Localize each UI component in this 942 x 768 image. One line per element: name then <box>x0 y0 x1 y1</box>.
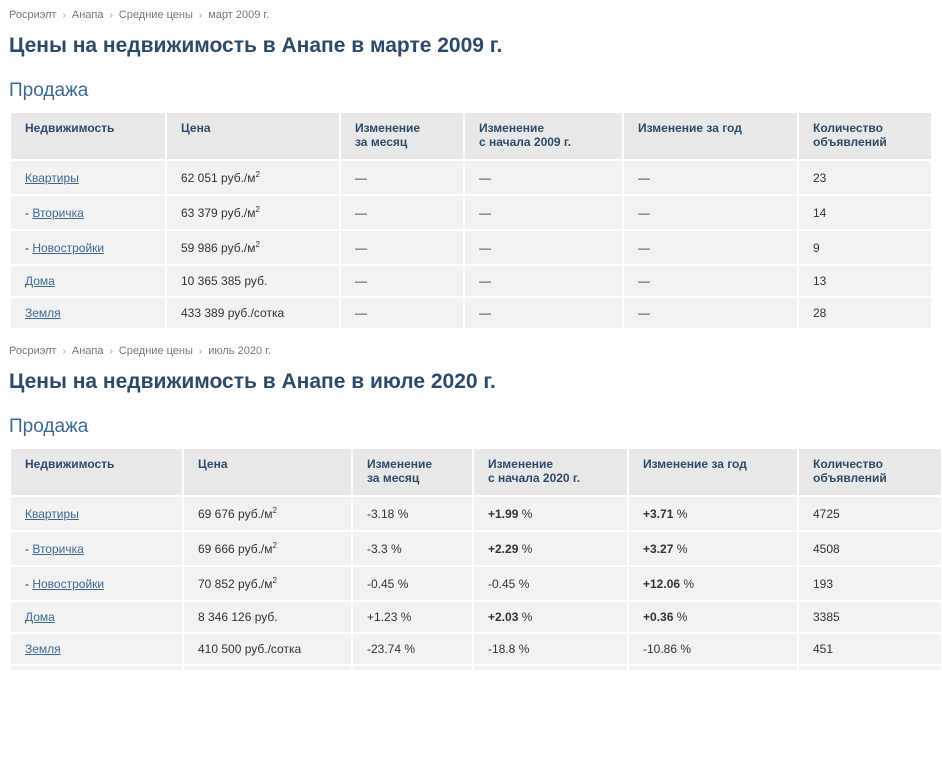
cell-type <box>11 602 182 632</box>
table-row <box>11 266 931 296</box>
change-value: +12.06 <box>643 576 681 591</box>
breadcrumb-item-current: июль 2020 г. <box>208 345 271 357</box>
link-houses[interactable]: Дома <box>25 610 55 624</box>
percent-sign: % <box>515 642 530 656</box>
percent-sign: % <box>518 541 533 556</box>
breadcrumb-item-current: март 2009 г. <box>208 9 270 21</box>
header-line-2: с начала 2020 г. <box>488 471 581 485</box>
cell-ytd-change: — <box>465 298 622 328</box>
percent-sign: % <box>394 576 409 591</box>
chevron-right-icon: › <box>62 10 66 21</box>
price-value: 410 500 руб./сотка <box>198 642 302 656</box>
price-unit-sup: 2 <box>272 505 277 515</box>
cell-price <box>184 567 351 600</box>
cell-count: 23 <box>799 161 931 194</box>
section-title-sale: Продажа <box>9 416 89 437</box>
percent-sign: % <box>673 506 688 521</box>
cell-month-change: — <box>341 196 463 229</box>
price-value: 69 676 руб./м <box>198 506 273 521</box>
header-line-1: Изменение <box>488 457 554 471</box>
row-prefix: - <box>25 576 33 591</box>
cell-type <box>11 298 165 328</box>
cell-count: 451 <box>799 634 941 664</box>
row-prefix: - <box>25 541 33 556</box>
column-header-month-change <box>353 449 472 495</box>
header-line-1: Изменение <box>355 121 421 135</box>
price-unit-sup: 2 <box>255 204 260 214</box>
chevron-right-icon: › <box>109 346 113 357</box>
price-value: 433 389 руб./сотка <box>181 306 285 320</box>
price-unit-sup: 2 <box>255 169 260 179</box>
page-title: Цены на недвижимость в Анапе в марте 2009 г. <box>9 34 503 57</box>
chevron-right-icon: › <box>198 346 203 357</box>
cell-ytd-change <box>474 602 627 632</box>
spacer-cell <box>353 666 472 670</box>
cell-type <box>11 196 165 229</box>
change-value: -23.74 <box>367 642 402 656</box>
cell-count: 9 <box>799 231 931 264</box>
link-secondary[interactable]: Вторичка <box>32 541 84 556</box>
percent-sign: % <box>673 610 688 624</box>
breadcrumb-item-city[interactable]: Анапа <box>71 345 104 357</box>
link-new-buildings[interactable]: Новостройки <box>32 576 105 591</box>
change-value: -3.18 <box>367 506 395 521</box>
price-value: 10 365 385 руб. <box>181 274 268 288</box>
header-line-1: Изменение <box>367 457 433 471</box>
price-unit-sup: 2 <box>272 540 277 550</box>
section-title-sale: Продажа <box>9 80 89 101</box>
table-row <box>11 161 931 194</box>
percent-sign: % <box>387 541 402 556</box>
cell-ytd-change: — <box>465 196 622 229</box>
change-value: +3.27 <box>643 541 674 556</box>
cell-ytd-change <box>474 532 627 565</box>
cell-type <box>11 634 182 664</box>
column-header-month-change <box>341 113 463 159</box>
table-row <box>11 532 941 565</box>
chevron-right-icon: › <box>198 10 203 21</box>
cell-price <box>167 266 339 296</box>
cell-price <box>167 196 339 229</box>
cell-price <box>167 161 339 194</box>
link-land[interactable]: Земля <box>25 306 61 320</box>
breadcrumb-item-home[interactable]: Росриэлт <box>9 9 57 21</box>
price-table <box>9 447 942 672</box>
cell-month-change <box>353 567 472 600</box>
cell-count: 28 <box>799 298 931 328</box>
header-line-2: объявлений <box>813 471 887 485</box>
cell-price <box>184 532 351 565</box>
cell-price <box>167 231 339 264</box>
table-row <box>11 231 931 264</box>
row-prefix: - <box>25 205 33 220</box>
cell-ytd-change <box>474 567 627 600</box>
table-header-row <box>11 113 931 159</box>
column-header-count <box>799 449 941 495</box>
breadcrumb-item-prices[interactable]: Средние цены <box>118 345 193 357</box>
row-prefix: - <box>25 240 33 255</box>
change-value: -0.45 <box>488 576 516 591</box>
breadcrumb-item-city[interactable]: Анапа <box>71 9 104 21</box>
change-value: -0.45 <box>367 576 395 591</box>
cell-type <box>11 231 165 264</box>
price-table <box>9 111 933 330</box>
cell-month-change <box>353 532 472 565</box>
price-unit-sup: 2 <box>272 575 277 585</box>
price-unit-sup: 2 <box>255 239 260 249</box>
cell-price <box>184 634 351 664</box>
price-value: 63 379 руб./м <box>181 205 256 220</box>
link-apartments[interactable]: Квартиры <box>25 170 79 185</box>
change-value: +1.99 <box>488 506 519 521</box>
percent-sign: % <box>515 576 530 591</box>
percent-sign: % <box>397 610 412 624</box>
link-apartments[interactable]: Квартиры <box>25 506 79 521</box>
chevron-right-icon: › <box>109 10 113 21</box>
cell-price <box>184 602 351 632</box>
cell-type <box>11 497 182 530</box>
cell-type <box>11 532 182 565</box>
column-header-year-change: Изменение за год <box>624 113 797 159</box>
cell-year-change <box>629 497 797 530</box>
table-row-spacer <box>11 666 941 670</box>
change-value: +2.03 <box>488 610 519 624</box>
cell-count: 13 <box>799 266 931 296</box>
percent-sign: % <box>677 642 692 656</box>
price-value: 59 986 руб./м <box>181 240 256 255</box>
breadcrumb-item-home[interactable]: Росриэлт <box>9 345 57 357</box>
change-value: +1.23 <box>367 610 398 624</box>
header-line-2: с начала 2009 г. <box>479 135 572 149</box>
cell-type <box>11 567 182 600</box>
price-value: 8 346 126 руб. <box>198 610 278 624</box>
cell-ytd-change: — <box>465 231 622 264</box>
cell-ytd-change <box>474 497 627 530</box>
column-header-count <box>799 113 931 159</box>
cell-count: 4725 <box>799 497 941 530</box>
cell-count: 4508 <box>799 532 941 565</box>
table-row <box>11 634 941 664</box>
spacer-cell <box>474 666 627 670</box>
breadcrumb <box>9 9 269 21</box>
price-value: 70 852 руб./м <box>198 576 273 591</box>
change-value: -18.8 <box>488 642 516 656</box>
cell-month-change: — <box>341 266 463 296</box>
header-line-1: Изменение <box>479 121 545 135</box>
change-value: +0.36 <box>643 610 674 624</box>
table-header-row <box>11 449 941 495</box>
breadcrumb <box>9 345 271 357</box>
cell-price <box>184 497 351 530</box>
cell-year-change: — <box>624 266 797 296</box>
cell-month-change: — <box>341 161 463 194</box>
table-row <box>11 497 941 530</box>
column-header-ytd-change <box>474 449 627 495</box>
header-line-2: за месяц <box>355 135 408 149</box>
table-row <box>11 567 941 600</box>
cell-year-change: — <box>624 298 797 328</box>
cell-year-change <box>629 634 797 664</box>
cell-ytd-change: — <box>465 266 622 296</box>
column-header-type: Недвижимость <box>11 449 182 495</box>
cell-price <box>167 298 339 328</box>
column-header-year-change: Изменение за год <box>629 449 797 495</box>
link-land[interactable]: Земля <box>25 642 61 656</box>
cell-month-change <box>353 602 472 632</box>
percent-sign: % <box>394 506 409 521</box>
cell-type <box>11 161 165 194</box>
percent-sign: % <box>673 541 688 556</box>
cell-year-change <box>629 567 797 600</box>
chevron-right-icon: › <box>62 346 66 357</box>
cell-month-change <box>353 497 472 530</box>
spacer-cell <box>629 666 797 670</box>
cell-ytd-change <box>474 634 627 664</box>
cell-year-change <box>629 602 797 632</box>
header-line-1: Количество <box>813 457 883 471</box>
change-value: +3.71 <box>643 506 674 521</box>
percent-sign: % <box>518 506 533 521</box>
column-header-type: Недвижимость <box>11 113 165 159</box>
change-value: +2.29 <box>488 541 519 556</box>
price-value: 69 666 руб./м <box>198 541 273 556</box>
cell-count: 3385 <box>799 602 941 632</box>
cell-month-change: — <box>341 298 463 328</box>
page-title: Цены на недвижимость в Анапе в июле 2020 г. <box>9 370 496 393</box>
spacer-cell <box>799 666 941 670</box>
cell-count: 193 <box>799 567 941 600</box>
cell-month-change: — <box>341 231 463 264</box>
link-new-buildings[interactable]: Новостройки <box>32 240 105 255</box>
cell-year-change: — <box>624 161 797 194</box>
cell-year-change <box>629 532 797 565</box>
header-line-2: за месяц <box>367 471 420 485</box>
cell-month-change <box>353 634 472 664</box>
table-row <box>11 196 931 229</box>
percent-sign: % <box>518 610 533 624</box>
link-secondary[interactable]: Вторичка <box>32 205 84 220</box>
cell-count: 14 <box>799 196 931 229</box>
header-line-2: объявлений <box>813 135 887 149</box>
column-header-price: Цена <box>184 449 351 495</box>
link-houses[interactable]: Дома <box>25 274 55 288</box>
percent-sign: % <box>401 642 416 656</box>
cell-year-change: — <box>624 196 797 229</box>
change-value: -10.86 <box>643 642 678 656</box>
table-row <box>11 298 931 328</box>
cell-year-change: — <box>624 231 797 264</box>
breadcrumb-item-prices[interactable]: Средние цены <box>118 9 193 21</box>
header-line-1: Количество <box>813 121 883 135</box>
table-row <box>11 602 941 632</box>
change-value: -3.3 <box>367 541 388 556</box>
column-header-ytd-change <box>465 113 622 159</box>
cell-type <box>11 266 165 296</box>
spacer-cell <box>11 666 182 670</box>
spacer-cell <box>184 666 351 670</box>
column-header-price: Цена <box>167 113 339 159</box>
cell-ytd-change: — <box>465 161 622 194</box>
price-value: 62 051 руб./м <box>181 170 256 185</box>
percent-sign: % <box>680 576 695 591</box>
